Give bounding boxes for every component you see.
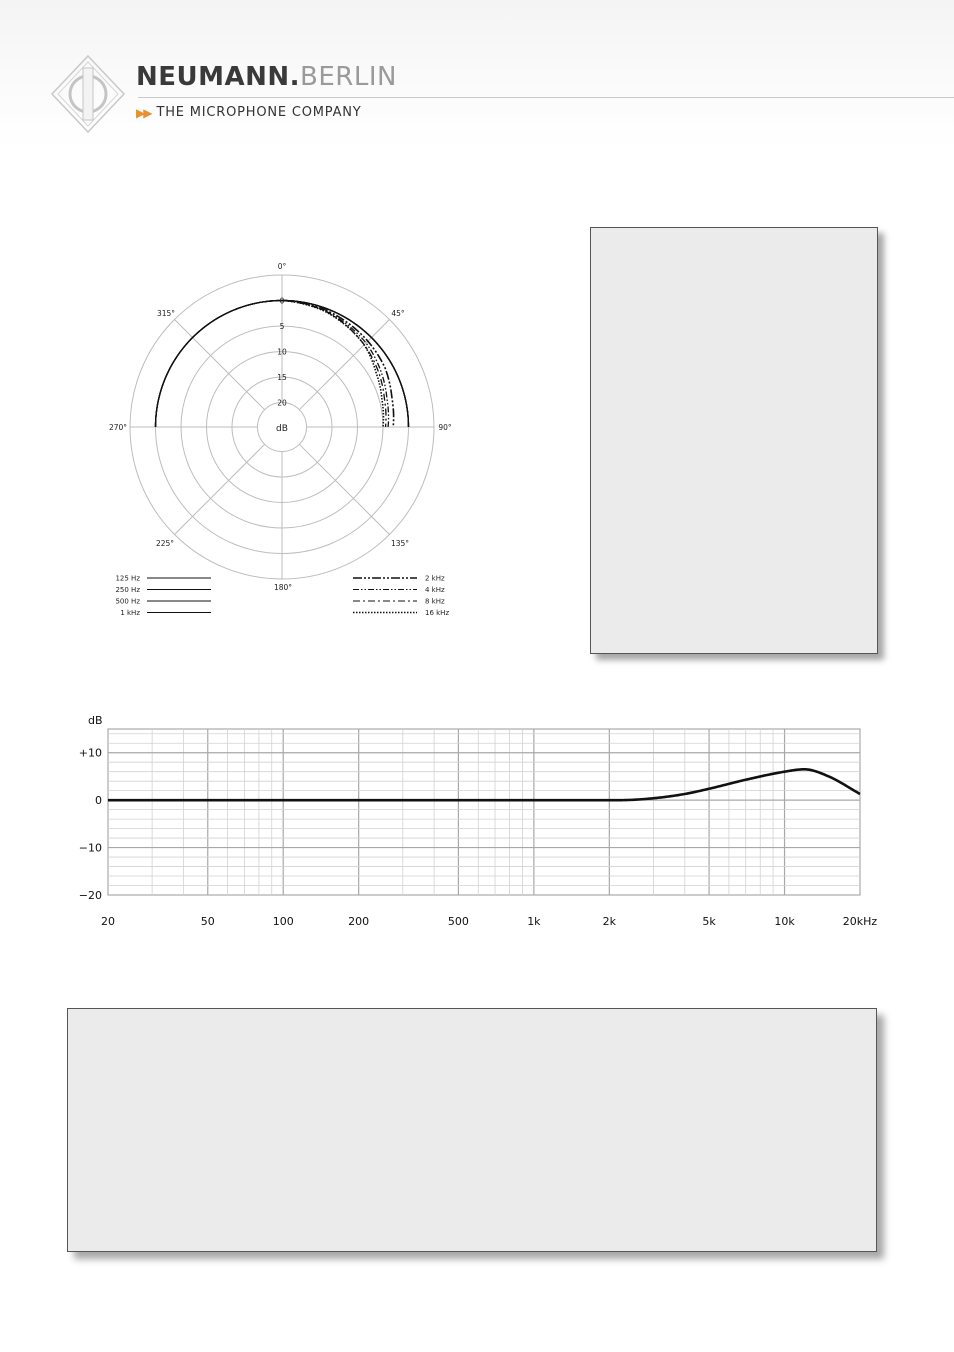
legend-label: 2 kHz: [425, 574, 445, 583]
x-tick-label: 5k: [702, 915, 716, 928]
info-bottombox: [67, 1008, 877, 1252]
polar-angle-label: 180°: [273, 583, 293, 592]
x-tick-label: 10k: [774, 915, 795, 928]
legend-label: 1 kHz: [120, 609, 140, 617]
x-tick-label: 500: [447, 915, 469, 928]
brand-name-bold: NEUMANN.: [136, 62, 301, 92]
y-tick-label: −10: [78, 841, 102, 855]
polar-angle-label: 135°: [390, 539, 410, 548]
x-tick-label: 200: [348, 915, 370, 928]
y-tick-label: +10: [78, 746, 102, 760]
y-axis-label: dB: [88, 714, 103, 727]
polar-angle-label: 45°: [391, 309, 405, 318]
legend-label: 4 kHz: [425, 586, 445, 594]
x-tick-label: 50: [200, 915, 215, 928]
polar-ring-label: 10: [277, 347, 287, 357]
polar-angle-label: 225°: [155, 539, 175, 548]
polar-ring-label: 5: [279, 322, 285, 331]
polar-angle-label: 270°: [108, 423, 128, 432]
polar-ring-label: 15: [277, 373, 287, 382]
tagline-text: THE MICROPHONE COMPANY: [156, 105, 362, 120]
polar-ring-label: 20: [277, 398, 287, 408]
frequency-grid: [108, 729, 860, 895]
polar-angle-label: 315°: [156, 309, 176, 318]
plot-area: [108, 729, 860, 895]
legend-label: 250 Hz: [115, 586, 140, 594]
legend-label: 125 Hz: [115, 574, 140, 583]
y-tick-label: −20: [78, 889, 102, 902]
double-chevron-right-icon: ▶▶: [136, 105, 151, 120]
legend-label: 16 kHz: [425, 609, 450, 617]
polar-center-label: dB: [276, 424, 288, 434]
x-tick-label: 1k: [527, 915, 541, 928]
legend-label: 500 Hz: [115, 597, 140, 606]
x-tick-label: 20: [101, 915, 115, 928]
polar-ring-label: 0: [279, 296, 285, 306]
legend-label: 8 kHz: [425, 597, 445, 606]
x-tick-label: 100: [272, 915, 294, 928]
y-tick-label: 0: [95, 794, 102, 808]
x-tick-label: 2k: [602, 915, 617, 928]
brand-name-light: BERLIN: [300, 62, 397, 92]
polar-angle-label: 0°: [277, 262, 287, 271]
x-tick-label: 20kHz: [842, 915, 878, 928]
polar-angle-label: 90°: [438, 423, 452, 432]
